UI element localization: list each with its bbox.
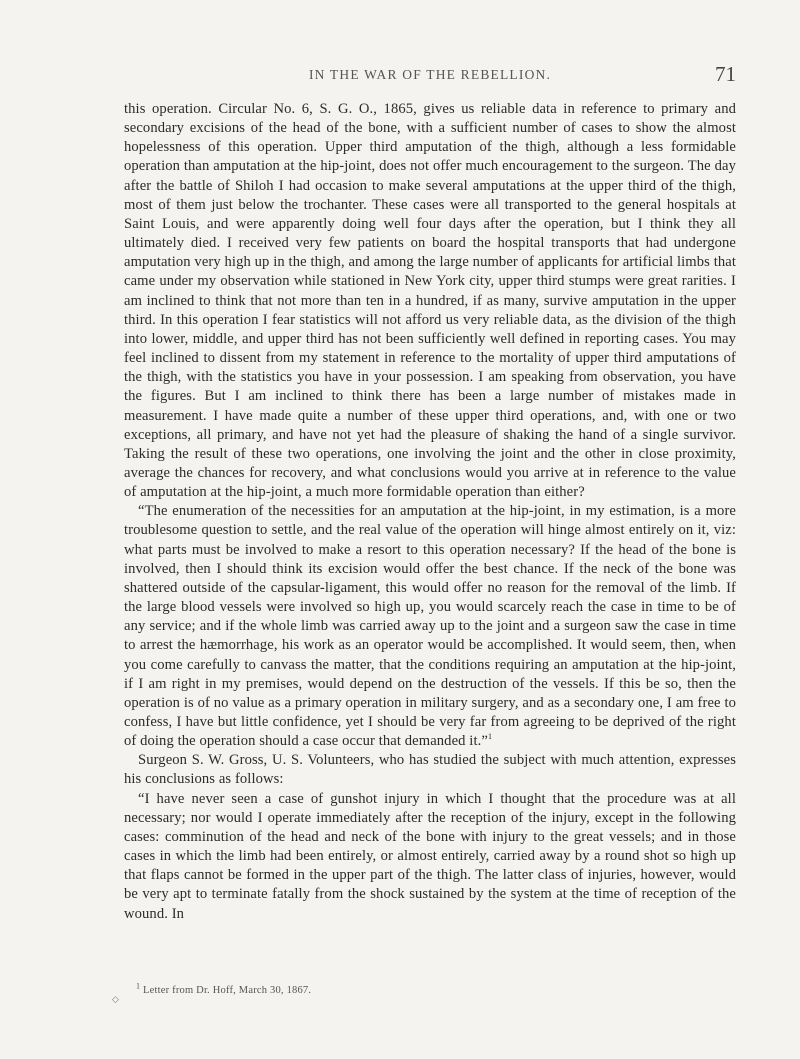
paragraph-2-text: “The enumeration of the necessities for an amputation at the hip-joint, in my estimation, is a more troublesome question to settle, and the real value of the operation will hinge almost entirely on it, viz: what parts must be involved to make a resort to this operation necessary? If the head of the bone is involved, then I should think its excision would offer the best chance. If the neck of the bone was shattered outside of the capsular-ligament, this would offer no reason for the removal of the limb. If the large blood vessels were involved so high up, you would scarcely reach the case in time to be of any service; and if the whole limb was carried away up to the joint and a surgeon saw the case in time to arrest the hæmorrhage, his work as an operator would be accomplished. It would seem, then, when you come carefully to canvass the matter, that the conditions requiring an amputation at the hip-joint, if I am right in my premises, would depend on the destruction of the vessels. If this be so, then the operation is of no value as a primary operation in military surgery, and as a secondary one, I am free to confess, I have but little confidence, yet I should be very far from agreeing to be deprived of the right of doing the operation should a case occur that demanded it.” [124,503,736,750]
page-mark: ◇ [112,994,119,1004]
body-text [124,100,736,924]
paragraph-3: Surgeon S. W. Gross, U. S. Volunteers, who has studied the subject with much attention, expresses his conclusions as follows: [124,752,736,788]
running-title: IN THE WAR OF THE REBELLION. [308,67,552,82]
paragraph-4: “I have never seen a case of gunshot injury in which I thought that the procedure was at all necessary; nor would I operate immediately after the reception of the injury, except in the following cases: comminution of the head and neck of the bone with injury to the great vessels; and in those cases in which the limb had been entirely, or almost entirely, carried away by a round shot so high up that flaps cannot be formed in the upper part of the thigh. The latter class of injuries, however, would be very apt to terminate fatally from the shock sustained by the system at the time of reception of the wound. In [124,790,736,922]
footnote-reference: 1 [487,732,493,742]
paragraph-1: this operation. Circular No. 6, S. G. O., 1865, gives us reliable data in reference to primary and secondary excisions of the head of the bone, with a sufficient number of cases to show the almost hopelessness of this operation. Upper third amputation of the thigh, although a less formidable operation than amputation at the hip-joint, does not offer much encouragement to the surgeon. The day after the battle of Shiloh I had occasion to make several amputations at the upper third of the thigh, most of them just below the trochanter. These cases were all transported to the general hospitals at Saint Louis, and were apparently doing well four days after the operation, but I think they all ultimately died. I received very few patients on board the hospital transports that had undergone amputation very high up in the thigh, and among the large number of applicants for artificial limbs that came under my observation while stationed in New York city, upper third stumps were great rarities. I am inclined to think that not more than ten in a hundred, if as many, survive amputation in the upper third. In this operation I fear statistics will not afford us very reliable data, as the division of the thigh into lower, middle, and upper third has not been sufficiently well defined in reporting cases. You may feel inclined to dissent from my statement in reference to the mortality of upper third amputations of the thigh, with the statistics you have in your possession. I am speaking from observation, you have the figures. But I am inclined to think there has been a large number of mistakes made in measurement. I have made quite a number of these upper third operations, and, with one or two exceptions, all primary, and have not yet had the pleasure of shaking the hand of a single survivor. Taking the result of these two operations, one involving the joint and the other in close proximity, average the chances for recovery, and what conclusions would you arrive at in reference to the value of amputation at the hip-joint, a much more formidable operation than either? [124,101,736,501]
footnote-marker: 1 [136,981,141,991]
running-head [124,64,736,88]
footnote-text: Letter from Dr. Hoff, March 30, 1867. [143,985,312,996]
footnote [136,981,312,996]
paragraph-2 [124,502,736,751]
page-number: 71 [715,62,736,86]
